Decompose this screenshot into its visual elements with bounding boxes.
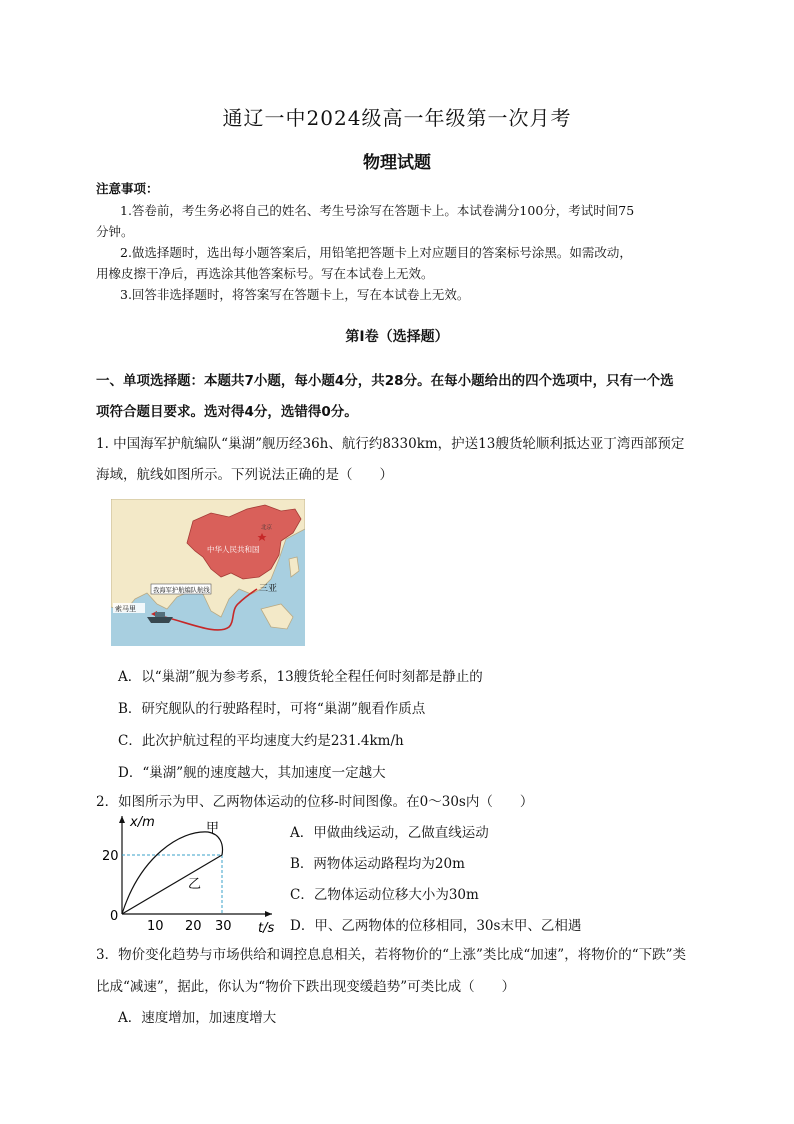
x-tick-20: 20 xyxy=(185,919,202,934)
notice-item1-line1: 1.答卷前，考生务必将自己的姓名、考生号涂写在答题卡上。本试卷满分100分，考试时间75 xyxy=(120,203,635,218)
y-axis-label: x/m xyxy=(130,815,155,830)
q2-stem: 2．如图所示为甲、乙两物体运动的位移-时间图像。在0～30s内（ ） xyxy=(96,794,534,810)
map-label-sanya: 三亚 xyxy=(259,584,278,594)
q3-stem-line1: 3．物价变化趋势与市场供给和调控息息相关，若将物价的“上涨”类比成“加速”，将物价的“下跌”类 xyxy=(96,947,686,963)
xt-graph-svg xyxy=(100,812,280,937)
q2-option-b: B．两物体运动路程均为20m xyxy=(290,856,465,872)
q2-xt-graph xyxy=(100,812,280,937)
map-label-somalia: 索马里 xyxy=(115,605,136,613)
x-tick-10: 10 xyxy=(147,919,164,934)
x-tick-30: 30 xyxy=(215,919,232,934)
notice-heading: 注意事项： xyxy=(96,181,159,196)
line-yi xyxy=(122,855,222,914)
q1-route-map xyxy=(111,499,305,646)
notice-item2-line2: 用橡皮擦干净后，再选涂其他答案标号。写在本试卷上无效。 xyxy=(96,266,434,281)
q1-stem-line1: 1. 中国海军护航编队“巢湖”舰历经36h、航行约8330km，护送13艘货轮顺利抵达亚丁湾西部预定 xyxy=(96,436,685,452)
q1-option-d: D．“巢湖”舰的速度越大，其加速度一定越大 xyxy=(118,765,386,781)
curve-label-jia: 甲 xyxy=(206,821,220,836)
notice-item3: 3.回答非选择题时，将答案写在答题卡上，写在本试卷上无效。 xyxy=(120,287,470,302)
q3-stem-line2: 比成“减速”，据此，你认为“物价下跌出现变缓趋势”可类比成（ ） xyxy=(96,979,516,995)
map-label-route: 我海军护航编队航线 xyxy=(153,587,210,594)
q1-option-b: B．研究舰队的行驶路程时，可将“巢湖”舰看作质点 xyxy=(118,701,426,717)
origin-label: 0 xyxy=(110,909,119,924)
section-instruction-line1: 一、单项选择题：本题共7小题，每小题4分，共28分。在每小题给出的四个选项中，只有一个选 xyxy=(96,373,674,389)
notice-item1-line2: 分钟。 xyxy=(96,224,134,239)
exam-title: 通辽一中2024级高一年级第一次月考 xyxy=(222,106,572,130)
q2-option-d: D．甲、乙两物体的位移相同，30s末甲、乙相遇 xyxy=(290,918,582,934)
map-label-country: 中华人民共和国 xyxy=(207,545,260,554)
q1-option-a: A．以“巢湖”舰为参考系，13艘货轮全程任何时刻都是静止的 xyxy=(118,669,483,685)
ship-icon xyxy=(147,617,173,623)
q3-option-a: A．速度增加，加速度增大 xyxy=(118,1010,277,1026)
x-axis-arrow-icon xyxy=(265,911,272,917)
map-label-capital: 北京 xyxy=(261,525,273,531)
curve-jia xyxy=(122,832,222,914)
section-title: 第Ⅰ卷（选择题） xyxy=(345,329,449,345)
y-tick-20: 20 xyxy=(102,849,119,864)
notice-item2-line1: 2.做选择题时，选出每小题答案后，用铅笔把答题卡上对应题目的答案标号涂黑。如需改动， xyxy=(120,245,632,260)
q2-option-c: C．乙物体运动位移大小为30m xyxy=(290,887,479,903)
x-axis-label: t/s xyxy=(258,921,275,936)
q2-option-a: A．甲做曲线运动，乙做直线运动 xyxy=(290,825,489,841)
line-label-yi: 乙 xyxy=(188,877,202,892)
q1-stem-line2: 海域，航线如图所示。下列说法正确的是（ ） xyxy=(96,467,393,483)
y-axis-arrow-icon xyxy=(119,816,125,823)
section-instruction-line2: 项符合题目要求。选对得4分，选错得0分。 xyxy=(96,404,358,420)
map-image xyxy=(111,499,305,646)
exam-subject: 物理试题 xyxy=(363,153,431,173)
q1-option-c: C．此次护航过程的平均速度大约是231.4km/h xyxy=(118,733,404,749)
